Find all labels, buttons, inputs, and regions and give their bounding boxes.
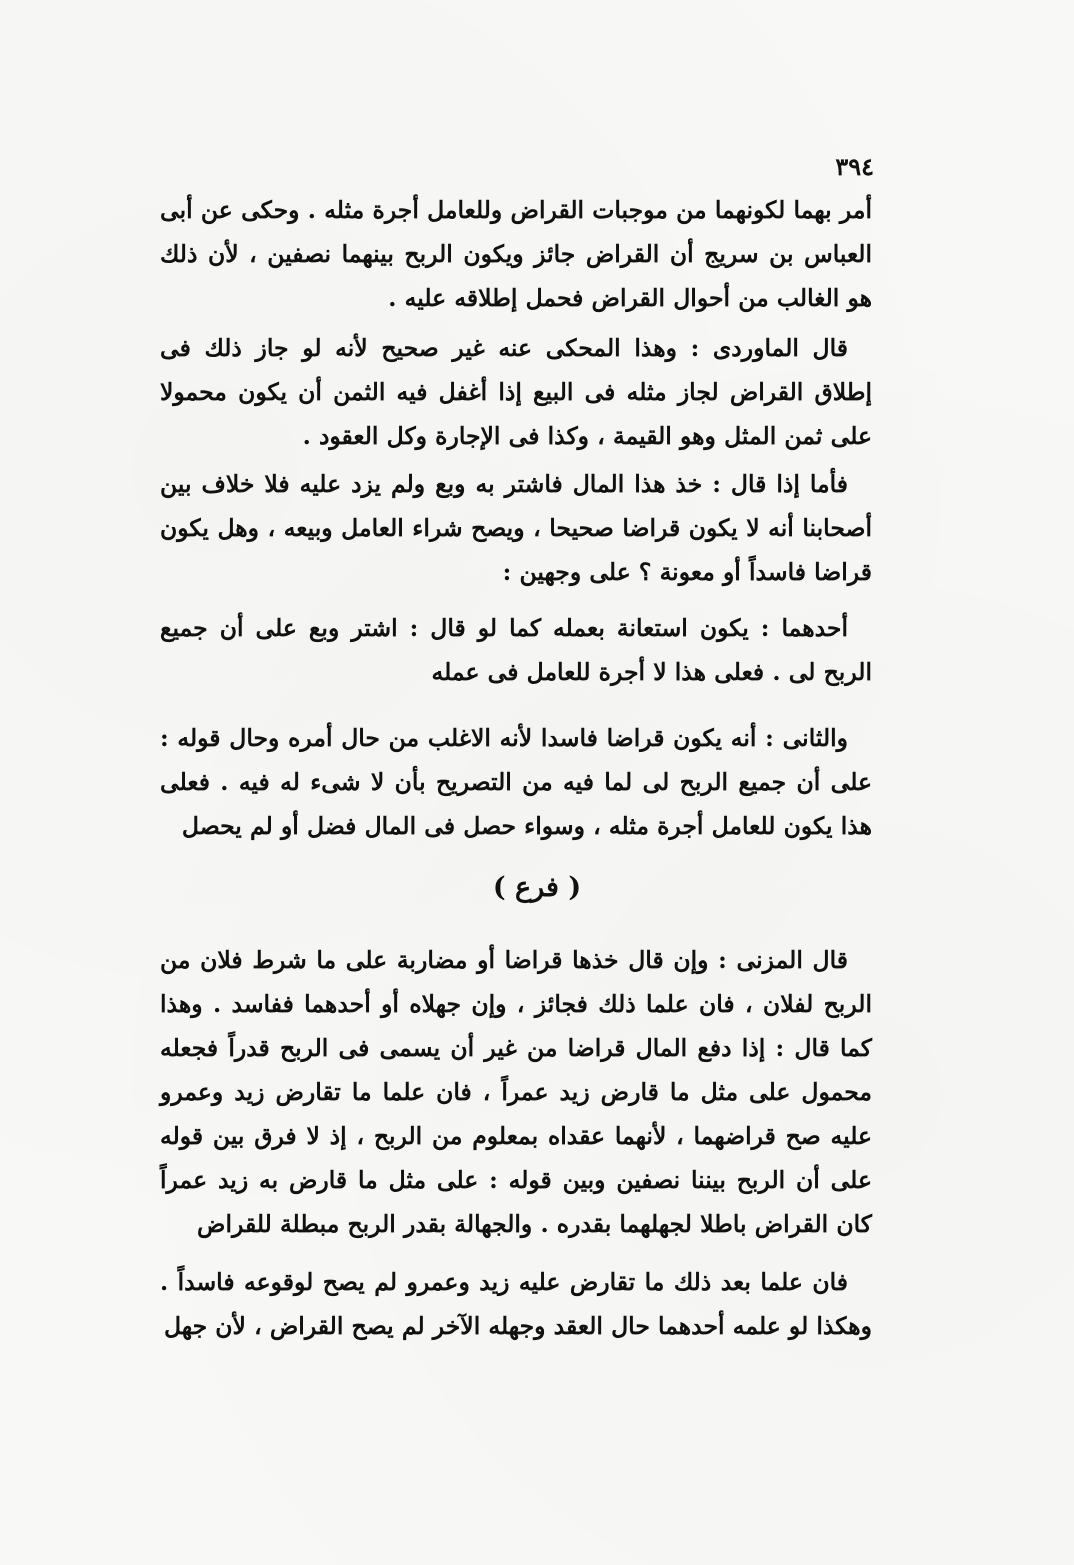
paragraph-text: فأما إذا قال : خذ هذا المال فاشتر به وبع ولم يزد عليه فلا خلاف بين أصحابنا أنه لا يكون قراضا صحيحا ، ويصح شراء العامل وبيعه ، وهل يكون قراضا فاسداً أو معونة ؟ على وجهين : — [160, 470, 872, 586]
paragraph-text: أحدهما : يكون استعانة بعمله كما لو قال : اشتر وبع على أن جميع الربح لى . فعلى هذا لا أجرة للعامل فى عمله — [160, 614, 872, 686]
section-heading: ( فرع ) — [492, 872, 582, 903]
paragraph-text: أمر بهما لكونهما من موجبات القراض وللعامل أجرة مثله . وحكى عن أبى العباس بن سريج أن القراض جائز ويكون الربح بينهما نصفين ، لأن ذلك هو الغالب من أحوال القراض فحمل إطلاقه عليه . — [160, 196, 872, 312]
paragraph-1 — [160, 188, 872, 320]
paragraph-5 — [160, 716, 872, 848]
paragraph-6 — [160, 938, 872, 1246]
page-number: ٣٩٤ — [835, 152, 874, 181]
paragraph-text: قال الماوردى : وهذا المحكى عنه غير صحيح لأنه لو جاز ذلك فى إطلاق القراض لجاز مثله فى البيع إذا أغفل فيه الثمن أن يكون محمولا على ثمن المثل وهو القيمة ، وكذا فى الإجارة وكل العقود . — [160, 334, 872, 450]
paragraph-text: قال المزنى : وإن قال خذها قراضا أو مضاربة على ما شرط فلان من الربح لفلان ، فان علما ذلك فجائز ، وإن جهلاه أو أحدهما ففاسد . وهذا كما قال : إذا دفع المال قراضا من غير أن يسمى فى الربح قدراً فجعله محمول على مثل ما قارض زيد عمراً ، فان علما ما تقارض زيد وعمرو عليه صح قراضهما ، لأنهما عقداه بمعلوم من الربح ، إذ لا فرق بين قوله على أن الربح بيننا نصفين وبين قوله : على مثل ما قارض به زيد عمراً كان القراض باطلا لجهلهما بقدره . والجهالة بقدر الربح مبطلة للقراض — [160, 946, 872, 1238]
paragraph-text: فان علما بعد ذلك ما تقارض عليه زيد وعمرو لم يصح لوقوعه فاسداً . وهكذا لو علمه أحدهما حال العقد وجهله الآخر لم يصح القراض ، لأن جهل — [160, 1268, 872, 1340]
paragraph-4 — [160, 606, 872, 694]
paragraph-text: والثانى : أنه يكون قراضا فاسدا لأنه الاغلب من حال أمره وحال قوله : على أن جميع الربح لى لما فيه من التصريح بأن لا شىء له فيه . فعلى هذا يكون للعامل أجرة مثله ، وسواء حصل فى المال فضل أو لم يحصل — [160, 724, 872, 840]
paragraph-7 — [160, 1260, 872, 1348]
paragraph-3 — [160, 462, 872, 594]
paragraph-2 — [160, 326, 872, 458]
